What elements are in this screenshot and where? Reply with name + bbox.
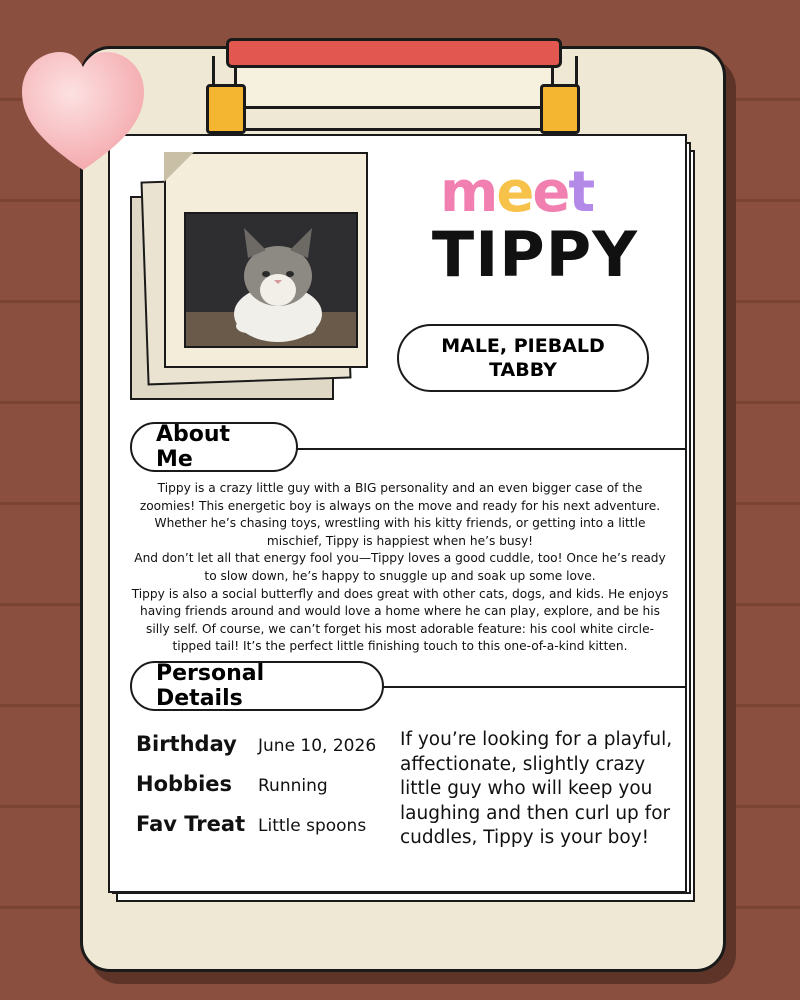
detail-row-birthday bbox=[136, 732, 391, 772]
detail-row-hobbies bbox=[136, 772, 391, 812]
meet-letter-m: m bbox=[440, 160, 497, 225]
details-list bbox=[136, 732, 391, 852]
adoption-pitch: If you’re looking for a playful, affectionate, slightly crazy little guy who will keep you laughing and then curl up for cuddles, Tippy is your boy! bbox=[400, 729, 673, 848]
detail-row-fav-treat bbox=[136, 812, 391, 852]
clip-foot-left bbox=[206, 84, 246, 134]
about-heading bbox=[130, 422, 298, 472]
meet-letter-e2: e bbox=[532, 160, 569, 225]
about-divider bbox=[290, 448, 685, 450]
meet-letter-t: t bbox=[568, 160, 594, 225]
photo-collage bbox=[130, 148, 370, 400]
detail-label: Hobbies bbox=[136, 772, 233, 796]
details-heading-label: Personal Details bbox=[156, 661, 265, 711]
clip-top bbox=[226, 38, 562, 68]
pet-name: TIPPY bbox=[431, 218, 639, 291]
detail-label: Birthday bbox=[136, 732, 237, 756]
cat-photo bbox=[184, 212, 358, 348]
details-divider bbox=[380, 686, 685, 688]
meet-heading bbox=[440, 160, 630, 226]
detail-value: Running bbox=[258, 776, 328, 796]
clip-foot-right bbox=[540, 84, 580, 134]
heart-icon bbox=[18, 46, 148, 176]
about-text bbox=[130, 480, 670, 670]
meet-letter-e1: e bbox=[496, 160, 533, 225]
details-heading bbox=[130, 661, 384, 711]
detail-value: June 10, 2026 bbox=[258, 736, 377, 756]
about-paragraph: Tippy is a crazy little guy with a BIG personality and an even bigger case of the zoomies! This energetic boy is always on the move and ready for his next adventure. Whether he’s chasing toys, wrestling with his kitty friends, or getting into a little mischief, Tippy is happiest when he’s busy! bbox=[139, 481, 661, 548]
about-heading-label: About Me bbox=[156, 422, 231, 472]
breed-badge: MALE, PIEBALD TABBY bbox=[397, 324, 649, 392]
about-paragraph: And don’t let all that energy fool you—Tippy loves a good cuddle, too! Once he’s ready to slow down, he’s happy to snuggle up and soak up some love. bbox=[134, 551, 666, 583]
about-paragraph: Tippy is also a social butterfly and does great with other cats, dogs, and kids. He enjoys having friends around and would love a home where he can play, explore, and be his silly self. Of course, we can’t forget his most adorable feature: his cool white circle-tipped tail! It’s the perfect little finishing touch to this one-of-a-kind kitten. bbox=[131, 586, 669, 654]
detail-label: Fav Treat bbox=[136, 812, 246, 836]
detail-value: Little spoons bbox=[258, 816, 367, 836]
page-fold bbox=[164, 152, 194, 182]
